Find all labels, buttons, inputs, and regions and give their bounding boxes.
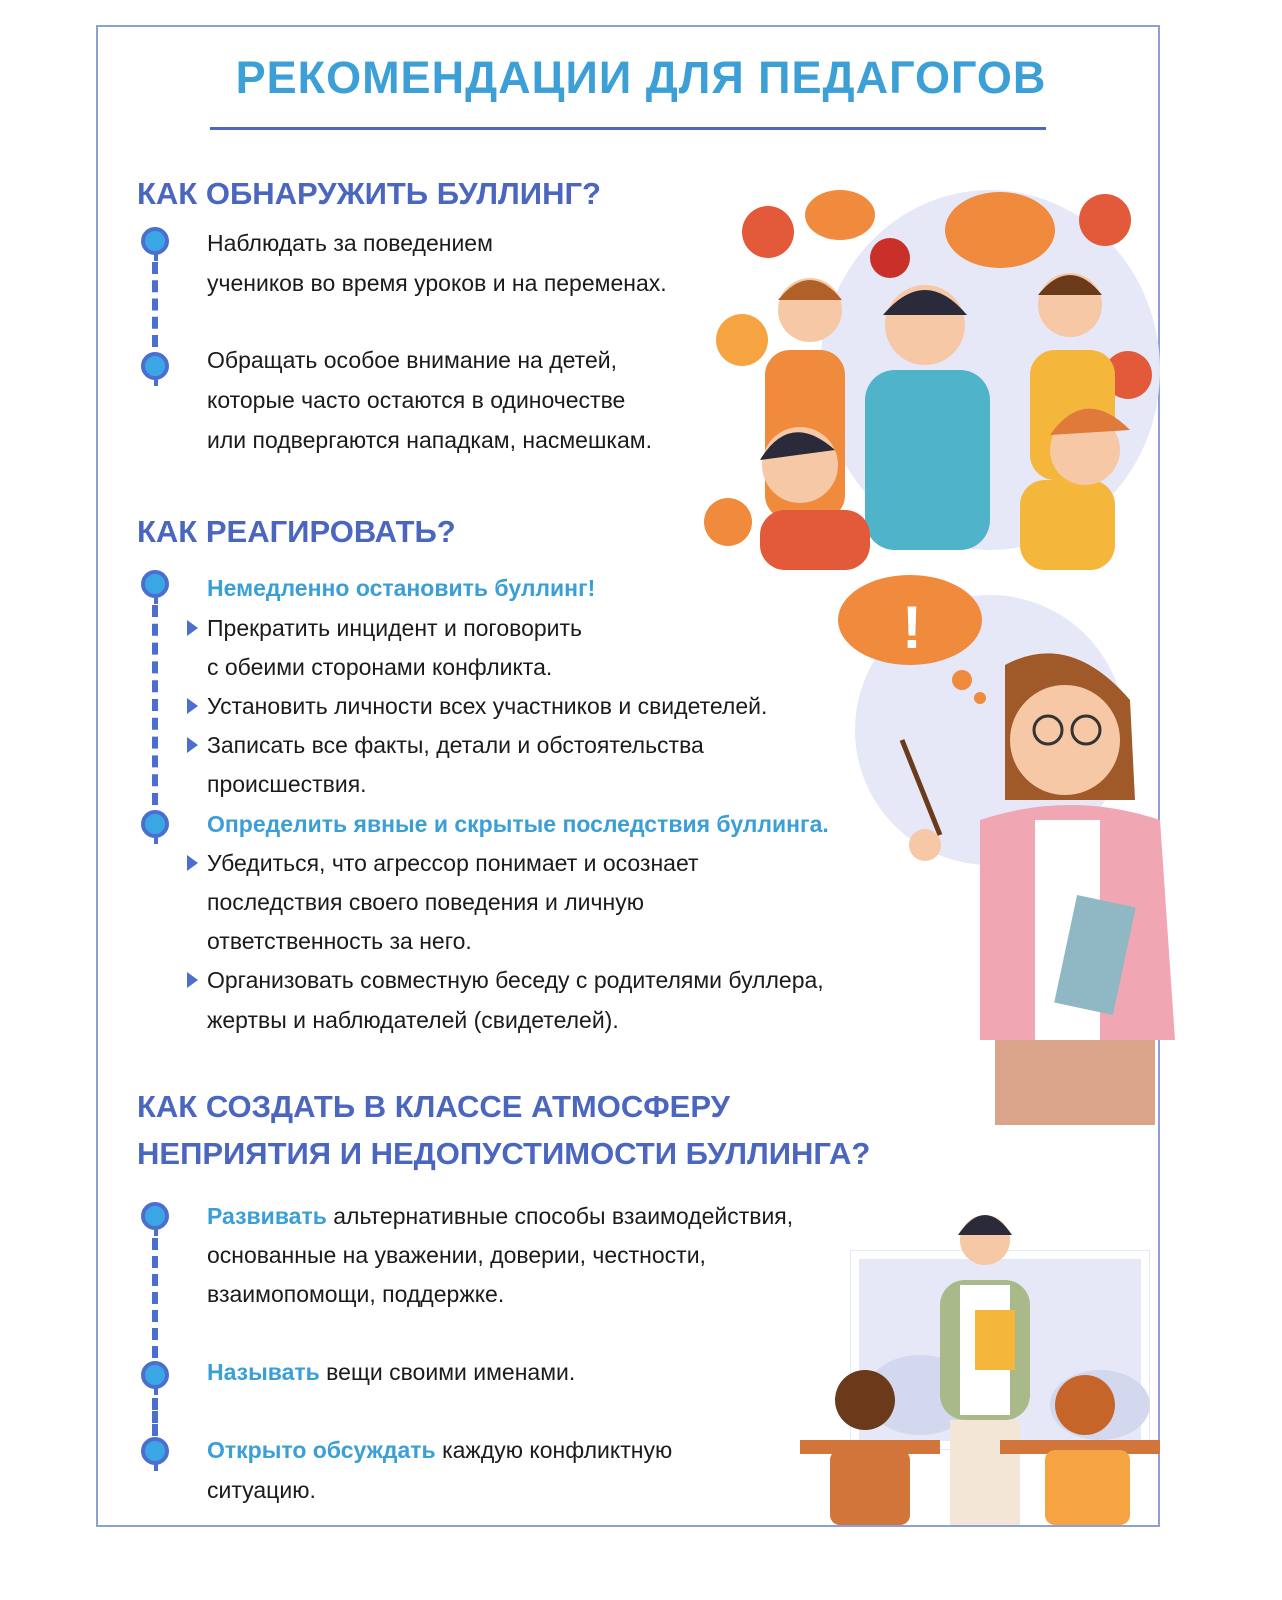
item-rest: альтернативные способы взаимодействия,	[326, 1203, 794, 1229]
list-item-text: взаимопомощи, поддержке.	[207, 1281, 505, 1307]
timeline-marker	[141, 1202, 169, 1230]
bullet-arrow-icon	[187, 855, 198, 871]
timeline-marker	[141, 352, 169, 380]
list-item-text	[207, 1201, 793, 1231]
timeline-dashes	[152, 1238, 158, 1358]
timeline-marker	[141, 227, 169, 255]
bullet-text: Записать все факты, детали и обстоятельства	[207, 732, 704, 758]
list-item-text: Наблюдать за поведением	[207, 230, 493, 256]
bullet-text: с обеими сторонами конфликта.	[207, 654, 553, 680]
thumbs-down-icon	[742, 206, 794, 258]
bullet-text: ответственность за него.	[207, 928, 472, 954]
timeline-dashes	[152, 605, 158, 805]
bullet-arrow-icon	[187, 620, 198, 636]
timeline-dashes	[152, 262, 158, 347]
section-heading-react: КАК РЕАГИРОВАТЬ?	[137, 514, 456, 549]
bullying-group-illustration	[700, 180, 1160, 570]
bullet-arrow-icon	[187, 698, 198, 714]
section-heading-detect: КАК ОБНАРУЖИТЬ БУЛЛИНГ?	[137, 176, 601, 211]
highlight-word: Называть	[207, 1359, 320, 1385]
list-item-text: которые часто остаются в одиночестве	[207, 387, 626, 413]
highlight-word: Развивать	[207, 1203, 327, 1229]
item-rest: вещи своими именами.	[319, 1359, 576, 1385]
section-heading-atmosphere: КАК СОЗДАТЬ В КЛАССЕ АТМОСФЕРУ	[137, 1089, 730, 1124]
highlight-word: Открыто обсуждать	[207, 1437, 436, 1463]
svg-text:!: !	[902, 594, 922, 661]
bullet-text: последствия своего поведения и личную	[207, 889, 644, 915]
classroom-illustration	[800, 1195, 1160, 1525]
list-item-text: учеников во время уроков и на переменах.	[207, 270, 667, 296]
timeline-marker	[141, 810, 169, 838]
timeline-marker	[141, 1361, 169, 1389]
list-item-text: основанные на уважении, доверии, честности,	[207, 1242, 706, 1268]
bullet-text: происшествия.	[207, 771, 367, 797]
thumbs-down-icon	[1079, 194, 1131, 246]
teacher-illustration	[830, 570, 1180, 1130]
angry-emoji-icon	[870, 238, 910, 278]
list-item-text: ситуацию.	[207, 1477, 316, 1503]
timeline-marker	[141, 1437, 169, 1465]
bullet-text: жертвы и наблюдателей (свидетелей).	[207, 1007, 619, 1033]
list-item-text	[207, 1435, 672, 1465]
timeline-dashes	[152, 1398, 158, 1436]
bullet-text: Прекратить инцидент и поговорить	[207, 615, 583, 641]
bullet-text: Установить личности всех участников и свидетелей.	[207, 693, 768, 719]
bullet-text: Убедиться, что агрессор понимает и осознает	[207, 850, 699, 876]
step-title: Определить явные и скрытые последствия буллинга.	[207, 811, 829, 837]
bullet-arrow-icon	[187, 972, 198, 988]
angry-emoji-icon	[704, 498, 752, 546]
thumbs-down-icon	[716, 314, 768, 366]
list-item-text: Обращать особое внимание на детей,	[207, 347, 617, 373]
title-divider	[210, 127, 1046, 130]
item-rest: каждую конфликтную	[435, 1437, 673, 1463]
list-item-text	[207, 1357, 575, 1387]
bullet-text: Организовать совместную беседу с родителями буллера,	[207, 967, 824, 993]
list-item-text: или подвергаются нападкам, насмешкам.	[207, 427, 652, 453]
page-title: РЕКОМЕНДАЦИИ ДЛЯ ПЕДАГОГОВ	[235, 52, 1047, 103]
bullet-arrow-icon	[187, 737, 198, 753]
timeline-marker	[141, 570, 169, 598]
step-title: Немедленно остановить буллинг!	[207, 575, 596, 601]
section-heading-atmosphere-line2: НЕПРИЯТИЯ И НЕДОПУСТИМОСТИ БУЛЛИНГА?	[137, 1136, 871, 1171]
